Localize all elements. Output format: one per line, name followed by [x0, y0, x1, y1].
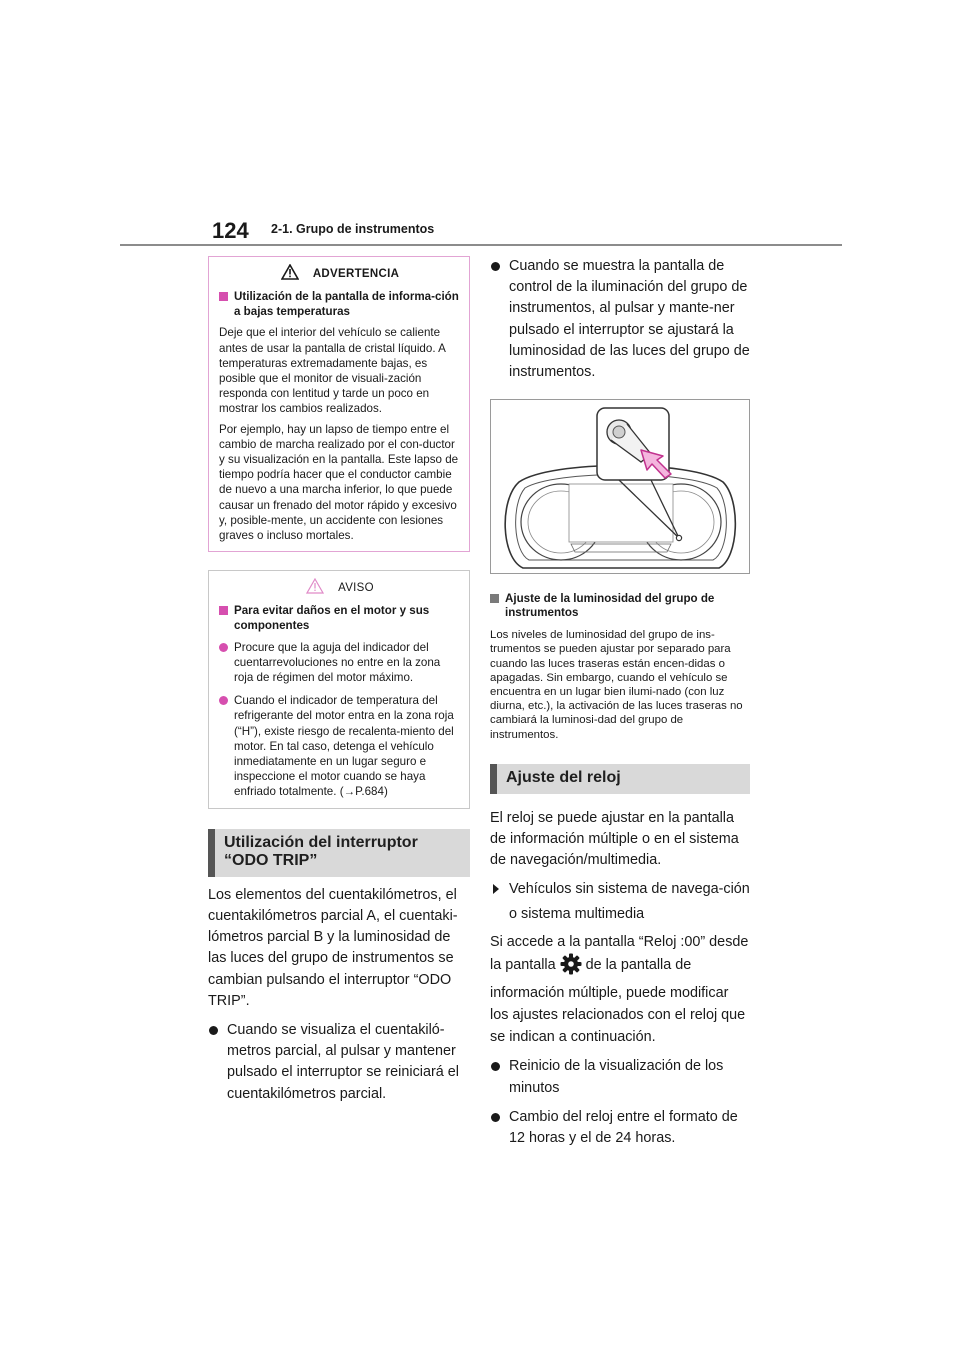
- dot-bullet-icon: [219, 643, 228, 652]
- clock-intro: El reloj se puede ajustar en la pantalla de información múltiple o en el sistema de navegación/multimedia.: [490, 809, 739, 869]
- brightness-heading-text: Ajuste de la luminosidad del grupo de instrumentos: [505, 592, 715, 620]
- cluster-drawing: [491, 400, 749, 573]
- brightness-text: Los niveles de luminosidad del grupo de ins-trumentos se pueden ajustar por separado para cuando las luces traseras están encen-didas o apagadas. Sin embargo, cuando el vehículo se encuentra en un lugar bien ilumi-nado (con luz diurna, etc.), la activación de las luces traseras no cambiará la luminosi-dad del grupo de instrumentos.: [490, 629, 743, 741]
- odo-section-title: [208, 829, 470, 877]
- odo-bullet-2: [490, 256, 750, 383]
- square-bullet-icon: [219, 292, 228, 301]
- clock-bullet-1: [490, 1056, 750, 1098]
- notice-item-1: [219, 640, 461, 686]
- clock-bullet-2: [490, 1107, 750, 1149]
- notice-triangle-icon: [306, 578, 324, 602]
- notice-title: AVISO: [338, 582, 374, 595]
- brightness-heading: [490, 592, 750, 620]
- odo-intro: Los elementos del cuentakilómetros, el cuentakilómetros parcial A, el cuentaki-lómetros parcial B y la luminosidad de las luces del grupo de instrumentos se cambian pulsando el interruptor “ODO TRIP”.: [208, 886, 458, 1009]
- clock-arrow-item-text: Vehículos sin sistema de navega-ción o sistema multimedia: [509, 881, 750, 923]
- square-bullet-icon: [219, 606, 228, 615]
- press-arrow-icon: [637, 446, 677, 482]
- page-number: 124: [212, 218, 249, 243]
- clock-text-before-icon: Si accede a la pantalla “Reloj :00” desde la pantalla: [490, 934, 749, 974]
- left-column: [208, 256, 470, 1105]
- warning-title-row: [219, 263, 461, 289]
- warning-triangle-icon: [281, 264, 299, 288]
- warning-title: ADVERTENCIA: [312, 268, 400, 280]
- notice-heading: [219, 603, 461, 633]
- header-divider: [120, 244, 842, 246]
- notice-heading-text: Para evitar daños en el motor y sus componentes: [234, 604, 430, 633]
- warning-heading-text: Utilización de la pantalla de informa-ción a bajas temperaturas: [234, 290, 459, 319]
- warning-box: [208, 256, 470, 552]
- warning-heading: [219, 289, 461, 319]
- clock-bullet-1-text: Reinicio de la visualización de los minutos: [509, 1058, 724, 1096]
- odo-section-title-text: Utilización del interruptor “ODO TRIP”: [224, 833, 418, 869]
- odo-bullet-1: [208, 1020, 470, 1105]
- square-bullet-icon: [490, 594, 499, 603]
- right-column: [490, 256, 750, 1149]
- dot-bullet-icon: [219, 696, 228, 705]
- warning-paragraph-2: Por ejemplo, hay un lapso de tiempo entre el cambio de marcha realizado por el con-ductor y su visualización en la pantalla. Este lapso de tiempo podría hacer que el conductor cambie de nuevo a una marcha inferior, lo que puede causar un frenado del motor rápido y excesivo y, posible-mente, un accidente con lesiones graves o incluso mortales.: [219, 422, 459, 543]
- section-reference: 2-1. Grupo de instrumentos: [271, 222, 435, 236]
- notice-item-2-text: Cuando el indicador de temperatura del refrigerante del motor entra en la zona roja (“H”), existe riesgo de recalenta-miento del motor. En tal caso, detenga el vehículo inmediatamente en un lugar seguro e inspeccione el motor cuando se haya enfriado totalmente. (→P.684): [234, 694, 454, 799]
- odo-bullet-2-text: Cuando se muestra la pantalla de control de la iluminación del grupo de instrumentos, al pulsar y mante-ner pulsado el interruptor se ajustará la luminosidad de las luces del grupo de instrumentos.: [509, 258, 750, 381]
- odo-bullet-1-text: Cuando se visualiza el cuentakiló-metros parcial, al pulsar y mantener pulsado el interruptor se reiniciará el cuentakilómetros parcial.: [227, 1021, 459, 1102]
- notice-item-1-text: Procure que la aguja del indicador del cuentarrevoluciones no entre en la zona roja de régimen del motor máximo.: [234, 640, 441, 685]
- notice-title-row: [219, 577, 461, 603]
- clock-section-title-text: Ajuste del reloj: [506, 768, 621, 786]
- clock-instructions: [490, 931, 750, 1048]
- clock-section-title: [490, 764, 750, 794]
- notice-item-2: [219, 693, 461, 799]
- notice-box: [208, 570, 470, 808]
- clock-arrow-item: [490, 877, 750, 927]
- gear-icon: [560, 953, 582, 982]
- instrument-cluster-illustration: [490, 399, 750, 574]
- clock-bullet-2-text: Cambio del reloj entre el formato de 12 horas y el de 24 horas.: [509, 1108, 738, 1147]
- warning-paragraph-1: Deje que el interior del vehículo se caliente antes de usar la pantalla de cristal líquido. A temperaturas extremadamente bajas, es posible que el monitor de visuali-zación responda con lentitud y tarde un poco en mostrar los cambios realizados.: [219, 326, 446, 416]
- clock-text-after-icon: de la pantalla de información múltiple, puede modificar los ajustes relacionados con el reloj que se indican a continuación.: [490, 957, 746, 1046]
